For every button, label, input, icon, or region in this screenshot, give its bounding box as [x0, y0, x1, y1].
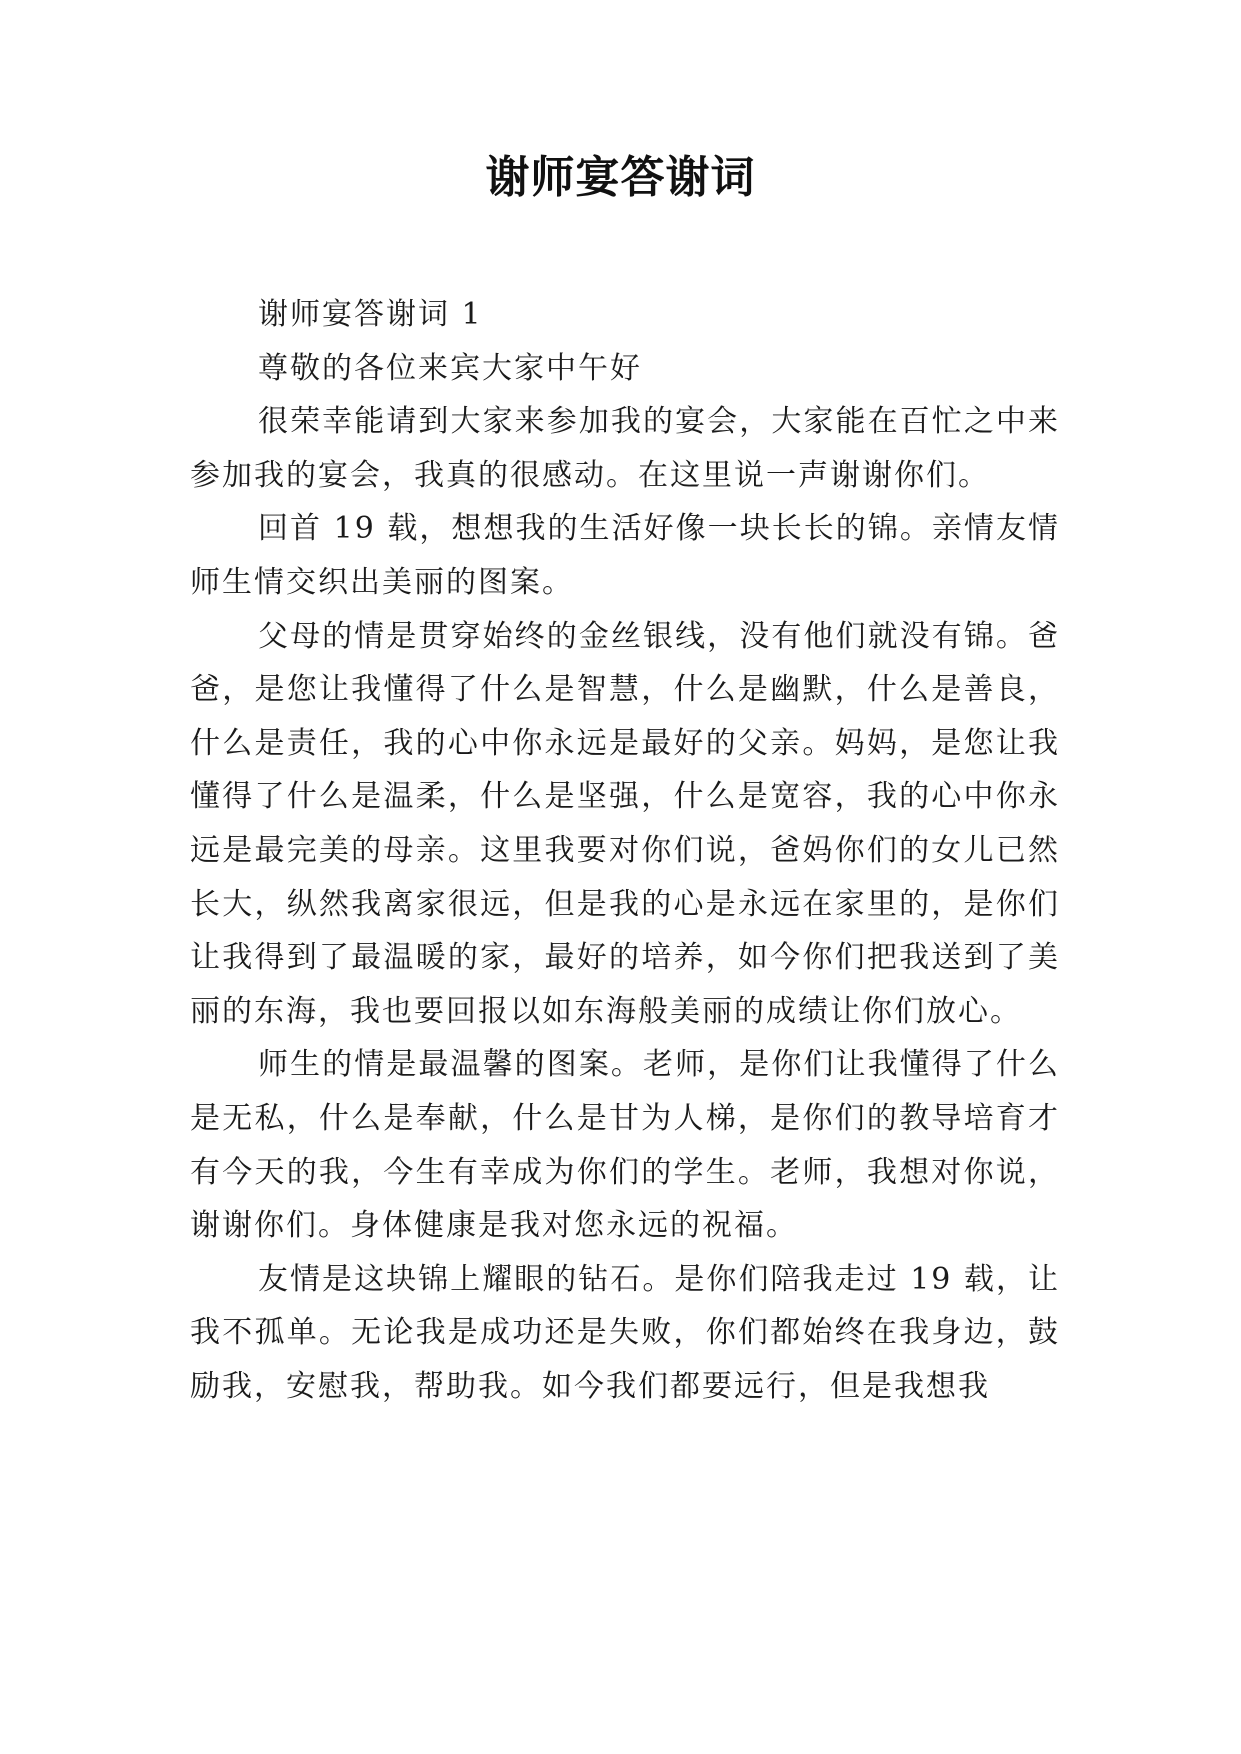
subtitle-paragraph: 谢师宴答谢词 1	[258, 297, 483, 332]
document-title: 谢师宴答谢词	[485, 152, 756, 203]
body-paragraph: 很荣幸能请到大家来参加我的宴会，大家能在百忙之中来参加我的宴会，我真的很感动。在这里说一声谢谢你们。	[190, 404, 1060, 493]
body-paragraph: 回首 19 载，想想我的生活好像一块长长的锦。亲情友情师生情交织出美丽的图案。	[190, 511, 1060, 600]
body-paragraph: 师生的情是最温馨的图案。老师，是你们让我懂得了什么是无私，什么是奉献，什么是甘为人梯，是你们的教导培育才有今天的我，今生有幸成为你们的学生。老师，我想对你说，谢谢你们。身体健康是我对您永远的祝福。	[190, 1047, 1060, 1244]
document-body	[190, 288, 1060, 1413]
body-paragraph: 父母的情是贯穿始终的金丝银线，没有他们就没有锦。爸爸，是您让我懂得了什么是智慧，什么是幽默，什么是善良，什么是责任，我的心中你永远是最好的父亲。妈妈，是您让我懂得了什么是温柔，什么是坚强，什么是宽容，我的心中你永远是最完美的母亲。这里我要对你们说，爸妈你们的女儿已然长大，纵然我离家很远，但是我的心是永远在家里的，是你们让我得到了最温暖的家，最好的培养，如今你们把我送到了美丽的东海，我也要回报以如东海般美丽的成绩让你们放心。	[190, 618, 1060, 1029]
body-paragraph: 友情是这块锦上耀眼的钻石。是你们陪我走过 19 载，让我不孤单。无论我是成功还是失败，你们都始终在我身边，鼓励我，安慰我，帮助我。如今我们都要远行，但是我想我	[190, 1261, 1060, 1404]
greeting-paragraph: 尊敬的各位来宾大家中午好	[258, 350, 642, 386]
